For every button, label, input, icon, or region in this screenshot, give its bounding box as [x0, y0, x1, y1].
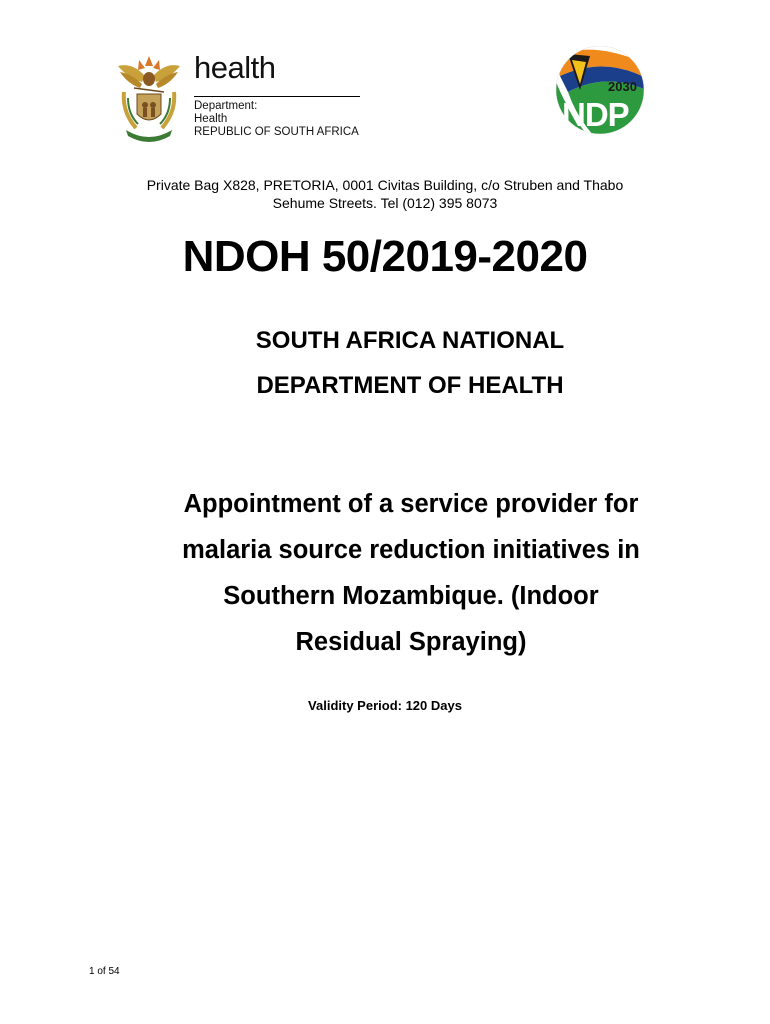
ndp-text: NDP	[562, 96, 629, 133]
ndp-2030-logo	[554, 46, 646, 136]
department-of-health-logo	[112, 50, 364, 146]
department-title-line2: DEPARTMENT OF HEALTH	[256, 372, 564, 399]
address-block	[100, 176, 670, 212]
address-line2: Sehume Streets. Tel (012) 395 8073	[272, 195, 498, 211]
description-line1: Appointment of a service provider for	[183, 490, 639, 518]
description-line2: malaria source reduction initiatives in	[182, 536, 640, 564]
logo-dept-line3: REPUBLIC OF SOUTH AFRICA	[194, 126, 359, 138]
coat-of-arms-icon	[112, 52, 186, 146]
logo-health-word: health	[194, 50, 276, 85]
description-line3: Southern Mozambique. (Indoor	[223, 582, 599, 610]
department-title-line1: SOUTH AFRICA NATIONAL	[255, 327, 565, 354]
description-line4: Residual Spraying)	[295, 628, 527, 656]
logo-dept-line1: Department:	[194, 100, 258, 112]
logo-divider	[194, 96, 360, 97]
validity-period: Validity Period: 120 Days	[308, 698, 462, 713]
page-number: 1 of 54	[89, 966, 120, 977]
address-line1: Private Bag X828, PRETORIA, 0001 Civitas Building, c/o Struben and Thabo	[146, 177, 624, 193]
tender-number: NDOH 50/2019-2020	[182, 232, 588, 281]
logo-dept-line2: Health	[194, 113, 228, 125]
ndp-year: 2030	[608, 79, 637, 94]
